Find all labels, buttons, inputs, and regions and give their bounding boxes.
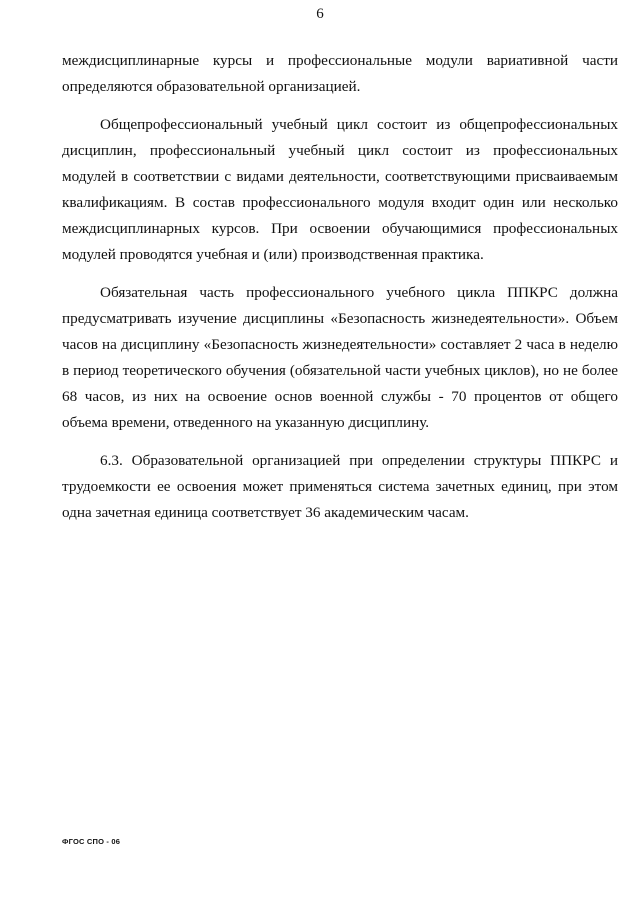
paragraph-continuation: междисциплинарные курсы и профессиональные модули вариативной части определяются образовательной организацией. — [62, 52, 618, 95]
paragraph-credit-units: 6.3. Образовательной организацией при определении структуры ППКРС и трудоемкости ее освоения может применяться система зачетных единиц, при этом одна зачетная единица соответствует 36 академическим часам. — [62, 452, 618, 521]
paragraph-life-safety: Обязательная часть профессионального учебного цикла ППКРС должна предусматривать изучение дисциплины «Безопасность жизнедеятельности». Объем часов на дисциплину «Безопасность жизнедеятельности» составляет 2 часа в неделю в период теоретического обучения (обязательной части учебных циклов), но не более 68 часов, из них на освоение основ военной службы - 70 процентов от общего объема времени, отведенного на указанную дисциплину. — [62, 284, 618, 431]
document-body — [62, 48, 618, 538]
page-number: 6 — [316, 6, 324, 22]
paragraph-cycle-structure: Общепрофессиональный учебный цикл состоит из общепрофессиональных дисциплин, профессиональный учебный цикл состоит из профессиональных модулей в соответствии с видами деятельности, соответствующими присваиваемым квалификациям. В состав профессионального модуля входит один или несколько междисциплинарных курсов. При освоении обучающимися профессиональных модулей проводятся учебная и (или) производственная практика. — [62, 116, 618, 263]
footer-standard-code: ФГОС СПО - 06 — [62, 837, 121, 846]
